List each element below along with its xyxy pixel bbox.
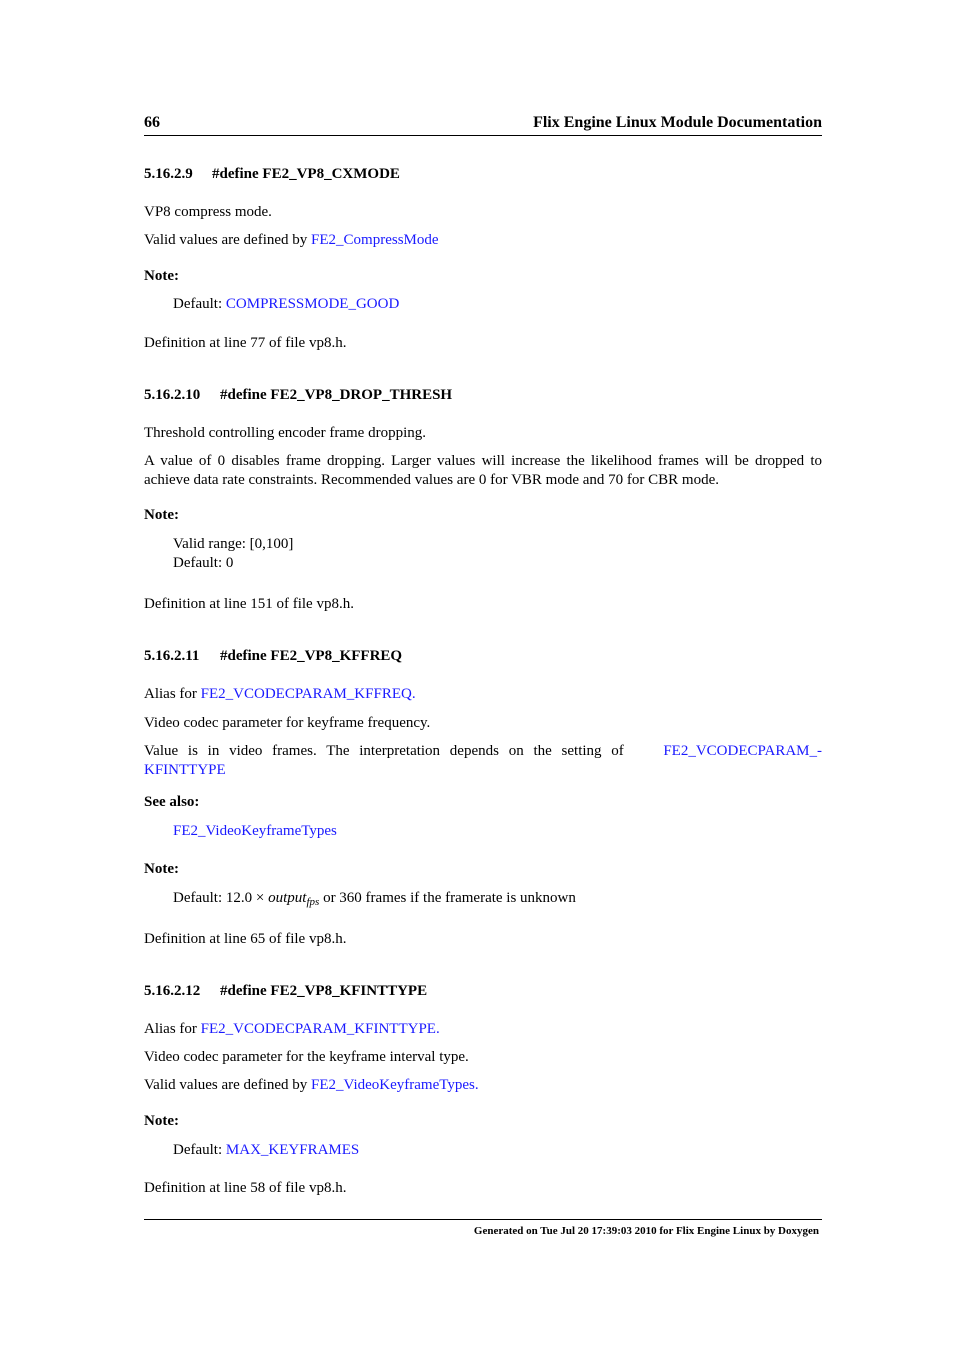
description-line-2: achieve data rate constraints. Recommended values are 0 for VBR mode and 70 for CBR mode. [144, 472, 719, 488]
section-number: 5.16.2.11 [144, 648, 200, 664]
section-title: #define FE2_VP8_DROP_THRESH [220, 387, 453, 403]
alias-text [144, 685, 822, 704]
link-max-keyframes[interactable]: MAX_KEYFRAMES [225, 1142, 360, 1158]
note-text [173, 889, 576, 908]
note-label: Note: [144, 861, 179, 877]
footer-text: Generated on Tue Jul 20 17:39:03 2010 for Flix Engine Linux by Doxygen [473, 1225, 819, 1237]
math-times: × [255, 890, 265, 906]
value-line-2 [144, 761, 822, 780]
value-line-1 [144, 742, 822, 761]
valid-values-text [144, 1076, 822, 1095]
header-rule [144, 135, 822, 136]
value-text: Value is in video frames. The interpretation depends on the setting of [144, 743, 624, 759]
definition-text: Definition at line 151 of file vp8.h. [144, 596, 354, 612]
section-heading-kffreq [144, 646, 402, 666]
note-label: Note: [144, 268, 179, 284]
brief-text: VP8 compress mode. [144, 204, 272, 220]
math-number: 12.0 [225, 890, 253, 906]
link-vcodecparam-kfinttype-part1[interactable]: FE2_VCODECPARAM_- [663, 743, 822, 759]
section-number: 5.16.2.10 [144, 387, 201, 403]
definition-text: Definition at line 77 of file vp8.h. [144, 335, 347, 351]
note-prefix: Default: [173, 1142, 226, 1158]
alias-prefix: Alias for [144, 686, 201, 702]
link-fe2-compressmode[interactable]: FE2_CompressMode [311, 232, 439, 248]
section-number: 5.16.2.12 [144, 983, 201, 999]
math-variable: output [268, 890, 307, 906]
link-compressmode-good[interactable]: COMPRESSMODE_GOOD [225, 296, 400, 312]
section-number: 5.16.2.9 [144, 166, 193, 182]
note-prefix: Default: [173, 296, 226, 312]
note-prefix: Default: [173, 890, 226, 906]
section-heading-drop-thresh [144, 385, 452, 405]
section-heading-kfinttype [144, 981, 427, 1001]
footer-rule [144, 1219, 822, 1220]
brief-text: Video codec parameter for keyframe frequency. [144, 715, 431, 731]
description-line-1: A value of 0 disables frame dropping. Larger values will increase the likelihood frames will be dropped to [144, 453, 822, 469]
section-title: #define FE2_VP8_KFFREQ [220, 648, 403, 664]
brief-text: Video codec parameter for the keyframe interval type. [144, 1049, 469, 1065]
valid-prefix: Valid values are defined by [144, 232, 312, 248]
note-line-2: Default: 0 [173, 555, 234, 571]
brief-text: Threshold controlling encoder frame dropping. [144, 425, 426, 441]
definition-text: Definition at line 58 of file vp8.h. [144, 1180, 347, 1196]
alias-prefix: Alias for [144, 1021, 201, 1037]
link-vcodecparam-kfinttype[interactable]: FE2_VCODECPARAM_KFINTTYPE. [200, 1021, 440, 1037]
section-title: #define FE2_VP8_CXMODE [212, 166, 400, 182]
note-line-1: Valid range: [0,100] [173, 536, 294, 552]
alias-text [144, 1020, 822, 1039]
section-title: #define FE2_VP8_KFINTTYPE [220, 983, 428, 999]
math-subscript: fps [306, 896, 320, 908]
section-heading-cxmode [144, 164, 400, 184]
page-number: 66 [144, 114, 160, 131]
valid-values-text [144, 231, 822, 250]
note-text [173, 295, 399, 314]
note-suffix: or 360 frames if the framerate is unknown [319, 890, 576, 906]
definition-text: Definition at line 65 of file vp8.h. [144, 931, 347, 947]
note-label: Note: [144, 1113, 179, 1129]
note-label: Note: [144, 507, 179, 523]
link-videokeyframetypes[interactable]: FE2_VideoKeyframeTypes [173, 823, 337, 839]
doc-title: Flix Engine Linux Module Documentation [533, 114, 822, 131]
note-text [173, 1141, 359, 1160]
link-videokeyframetypes[interactable]: FE2_VideoKeyframeTypes. [311, 1077, 479, 1093]
see-also-text [173, 822, 337, 841]
link-vcodecparam-kffreq[interactable]: FE2_VCODECPARAM_KFFREQ. [200, 686, 416, 702]
link-vcodecparam-kfinttype-part2[interactable]: KFINTTYPE [144, 762, 226, 778]
see-also-label: See also: [144, 794, 200, 810]
valid-prefix: Valid values are defined by [144, 1077, 312, 1093]
